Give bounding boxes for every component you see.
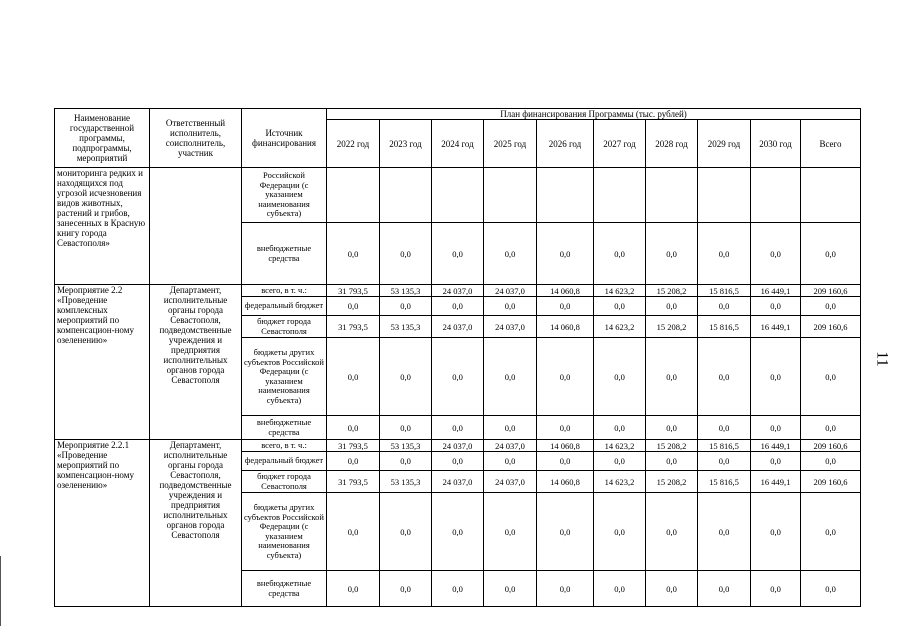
value-cell: 24 037,0 (432, 316, 484, 338)
header-year: 2025 год (484, 120, 537, 168)
table-row (55, 440, 861, 452)
table-row (55, 168, 861, 223)
value-cell: 0,0 (646, 223, 698, 285)
value-cell: 0,0 (646, 571, 698, 607)
funding-source: бюджет города Севастополя (242, 471, 327, 493)
value-cell: 0,0 (698, 452, 751, 471)
responsible-executor (150, 168, 242, 285)
value-cell: 0,0 (801, 297, 861, 316)
value-cell: 24 037,0 (432, 440, 484, 452)
value-cell (751, 168, 801, 223)
responsible-executor: Департамент, исполнительные органы города Севастополя, подведомственные учреждения и предприятия исполнительных органов города Севастополя (150, 440, 242, 607)
value-cell: 53 135,3 (380, 440, 432, 452)
financing-table (54, 108, 861, 607)
funding-source: Российской Федерации (с указанием наименования субъекта) (242, 168, 327, 223)
value-cell: 0,0 (594, 223, 646, 285)
header-year: 2029 год (698, 120, 751, 168)
value-cell (432, 168, 484, 223)
value-cell: 0,0 (380, 338, 432, 416)
value-cell: 209 160,6 (801, 440, 861, 452)
value-cell: 16 449,1 (751, 316, 801, 338)
value-cell: 0,0 (594, 297, 646, 316)
value-cell: 0,0 (380, 452, 432, 471)
value-cell: 15 816,5 (698, 316, 751, 338)
value-cell: 0,0 (484, 223, 537, 285)
value-cell: 0,0 (484, 338, 537, 416)
value-cell: 0,0 (594, 571, 646, 607)
value-cell: 16 449,1 (751, 440, 801, 452)
value-cell: 0,0 (432, 223, 484, 285)
value-cell: 0,0 (484, 493, 537, 571)
value-cell: 0,0 (594, 416, 646, 440)
value-cell: 0,0 (537, 338, 594, 416)
header-year: 2022 год (327, 120, 380, 168)
value-cell: 24 037,0 (432, 471, 484, 493)
header-year: 2026 год (537, 120, 594, 168)
value-cell (380, 168, 432, 223)
value-cell: 0,0 (380, 297, 432, 316)
value-cell: 24 037,0 (432, 285, 484, 297)
value-cell: 0,0 (698, 223, 751, 285)
funding-source: бюджет города Севастополя (242, 316, 327, 338)
value-cell: 0,0 (484, 452, 537, 471)
value-cell: 14 060,8 (537, 285, 594, 297)
header-year: 2027 год (594, 120, 646, 168)
value-cell: 15 208,2 (646, 316, 698, 338)
value-cell: 0,0 (432, 452, 484, 471)
value-cell: 0,0 (327, 297, 380, 316)
value-cell (537, 168, 594, 223)
value-cell: 0,0 (327, 493, 380, 571)
value-cell: 0,0 (646, 493, 698, 571)
value-cell: 0,0 (380, 571, 432, 607)
value-cell: 0,0 (537, 571, 594, 607)
value-cell: 0,0 (594, 493, 646, 571)
value-cell: 0,0 (537, 223, 594, 285)
table-row (55, 285, 861, 297)
header-year: 2024 год (432, 120, 484, 168)
value-cell: 0,0 (432, 338, 484, 416)
funding-source: внебюджетные средства (242, 571, 327, 607)
page-number: 11 (873, 351, 891, 367)
funding-source: всего, в т. ч.: (242, 440, 327, 452)
value-cell (698, 168, 751, 223)
funding-source: внебюджетные средства (242, 223, 327, 285)
value-cell (327, 168, 380, 223)
value-cell: 24 037,0 (484, 316, 537, 338)
value-cell: 0,0 (537, 493, 594, 571)
value-cell: 0,0 (801, 571, 861, 607)
value-cell: 0,0 (646, 416, 698, 440)
event-name: Мероприятие 2.2 «Проведение комплексных мероприятий по компенсацион-ному озеленению» (55, 285, 150, 440)
value-cell (646, 168, 698, 223)
value-cell: 0,0 (751, 338, 801, 416)
value-cell: 14 623,2 (594, 285, 646, 297)
value-cell: 31 793,5 (327, 316, 380, 338)
value-cell: 14 623,2 (594, 316, 646, 338)
value-cell: 0,0 (380, 493, 432, 571)
value-cell: 15 816,5 (698, 471, 751, 493)
header-year: 2023 год (380, 120, 432, 168)
value-cell (484, 168, 537, 223)
value-cell: 0,0 (380, 416, 432, 440)
event-name: мониторинга редких и находящихся под угрозой исчезновения видов животных, растений и грибов, занесенных в Красную книгу города Севастополя» (55, 168, 150, 285)
value-cell: 31 793,5 (327, 471, 380, 493)
header-year: 2030 год (751, 120, 801, 168)
value-cell: 0,0 (801, 493, 861, 571)
value-cell: 0,0 (801, 223, 861, 285)
funding-source: бюджеты других субъектов Российской Федерации (с указанием наименования субъекта) (242, 338, 327, 416)
value-cell: 15 816,5 (698, 285, 751, 297)
value-cell: 0,0 (698, 416, 751, 440)
value-cell: 15 816,5 (698, 440, 751, 452)
value-cell: 53 135,3 (380, 471, 432, 493)
value-cell: 0,0 (751, 493, 801, 571)
value-cell: 0,0 (646, 338, 698, 416)
value-cell (801, 168, 861, 223)
header-plan-title: План финансирования Программы (тыс. рублей) (327, 109, 861, 120)
header-year: Всего (801, 120, 861, 168)
value-cell: 0,0 (751, 571, 801, 607)
value-cell: 0,0 (537, 416, 594, 440)
value-cell: 0,0 (327, 223, 380, 285)
value-cell: 0,0 (646, 297, 698, 316)
value-cell: 24 037,0 (484, 440, 537, 452)
value-cell: 15 208,2 (646, 471, 698, 493)
value-cell: 209 160,6 (801, 316, 861, 338)
value-cell: 0,0 (594, 338, 646, 416)
value-cell: 14 060,8 (537, 316, 594, 338)
value-cell: 0,0 (432, 416, 484, 440)
value-cell: 0,0 (380, 223, 432, 285)
value-cell: 0,0 (327, 571, 380, 607)
value-cell: 0,0 (698, 338, 751, 416)
value-cell: 53 135,3 (380, 285, 432, 297)
value-cell: 24 037,0 (484, 285, 537, 297)
value-cell: 0,0 (432, 493, 484, 571)
value-cell: 24 037,0 (484, 471, 537, 493)
value-cell: 0,0 (751, 223, 801, 285)
value-cell: 0,0 (801, 416, 861, 440)
value-cell: 14 623,2 (594, 440, 646, 452)
value-cell: 16 449,1 (751, 471, 801, 493)
funding-source: внебюджетные средства (242, 416, 327, 440)
value-cell: 0,0 (801, 452, 861, 471)
value-cell: 53 135,3 (380, 316, 432, 338)
responsible-executor: Департамент, исполнительные органы города Севастополя, подведомственные учреждения и предприятия исполнительных органов города Севастополя (150, 285, 242, 440)
value-cell: 0,0 (751, 452, 801, 471)
value-cell: 0,0 (594, 452, 646, 471)
value-cell: 0,0 (698, 297, 751, 316)
value-cell: 0,0 (751, 416, 801, 440)
value-cell: 16 449,1 (751, 285, 801, 297)
value-cell: 0,0 (698, 571, 751, 607)
value-cell: 15 208,2 (646, 285, 698, 297)
value-cell: 31 793,5 (327, 285, 380, 297)
value-cell: 209 160,6 (801, 285, 861, 297)
scan-edge-line (0, 556, 1, 626)
value-cell: 0,0 (537, 297, 594, 316)
value-cell: 0,0 (646, 452, 698, 471)
value-cell: 0,0 (751, 297, 801, 316)
funding-source: всего, в т. ч.: (242, 285, 327, 297)
funding-source: федеральный бюджет (242, 452, 327, 471)
value-cell: 0,0 (698, 493, 751, 571)
funding-source: федеральный бюджет (242, 297, 327, 316)
value-cell: 14 060,8 (537, 440, 594, 452)
value-cell: 0,0 (327, 338, 380, 416)
value-cell: 0,0 (801, 338, 861, 416)
value-cell: 0,0 (484, 571, 537, 607)
value-cell: 0,0 (484, 297, 537, 316)
header-year: 2028 год (646, 120, 698, 168)
header-source: Источник финансирования (242, 109, 327, 168)
value-cell: 14 623,2 (594, 471, 646, 493)
value-cell: 209 160,6 (801, 471, 861, 493)
header-name: Наименование государственной программы, подпрограммы, мероприятий (55, 109, 150, 168)
value-cell: 14 060,8 (537, 471, 594, 493)
event-name: Мероприятие 2.2.1 «Проведение мероприятий по компенсацион-ному озеленению» (55, 440, 150, 607)
value-cell: 0,0 (327, 452, 380, 471)
value-cell: 0,0 (484, 416, 537, 440)
value-cell (594, 168, 646, 223)
header-responsible: Ответственный исполнитель, соисполнитель, участник (150, 109, 242, 168)
value-cell: 0,0 (432, 297, 484, 316)
value-cell: 0,0 (327, 416, 380, 440)
value-cell: 31 793,5 (327, 440, 380, 452)
funding-source: бюджеты других субъектов Российской Федерации (с указанием наименования субъекта) (242, 493, 327, 571)
value-cell: 15 208,2 (646, 440, 698, 452)
value-cell: 0,0 (432, 571, 484, 607)
value-cell: 0,0 (537, 452, 594, 471)
